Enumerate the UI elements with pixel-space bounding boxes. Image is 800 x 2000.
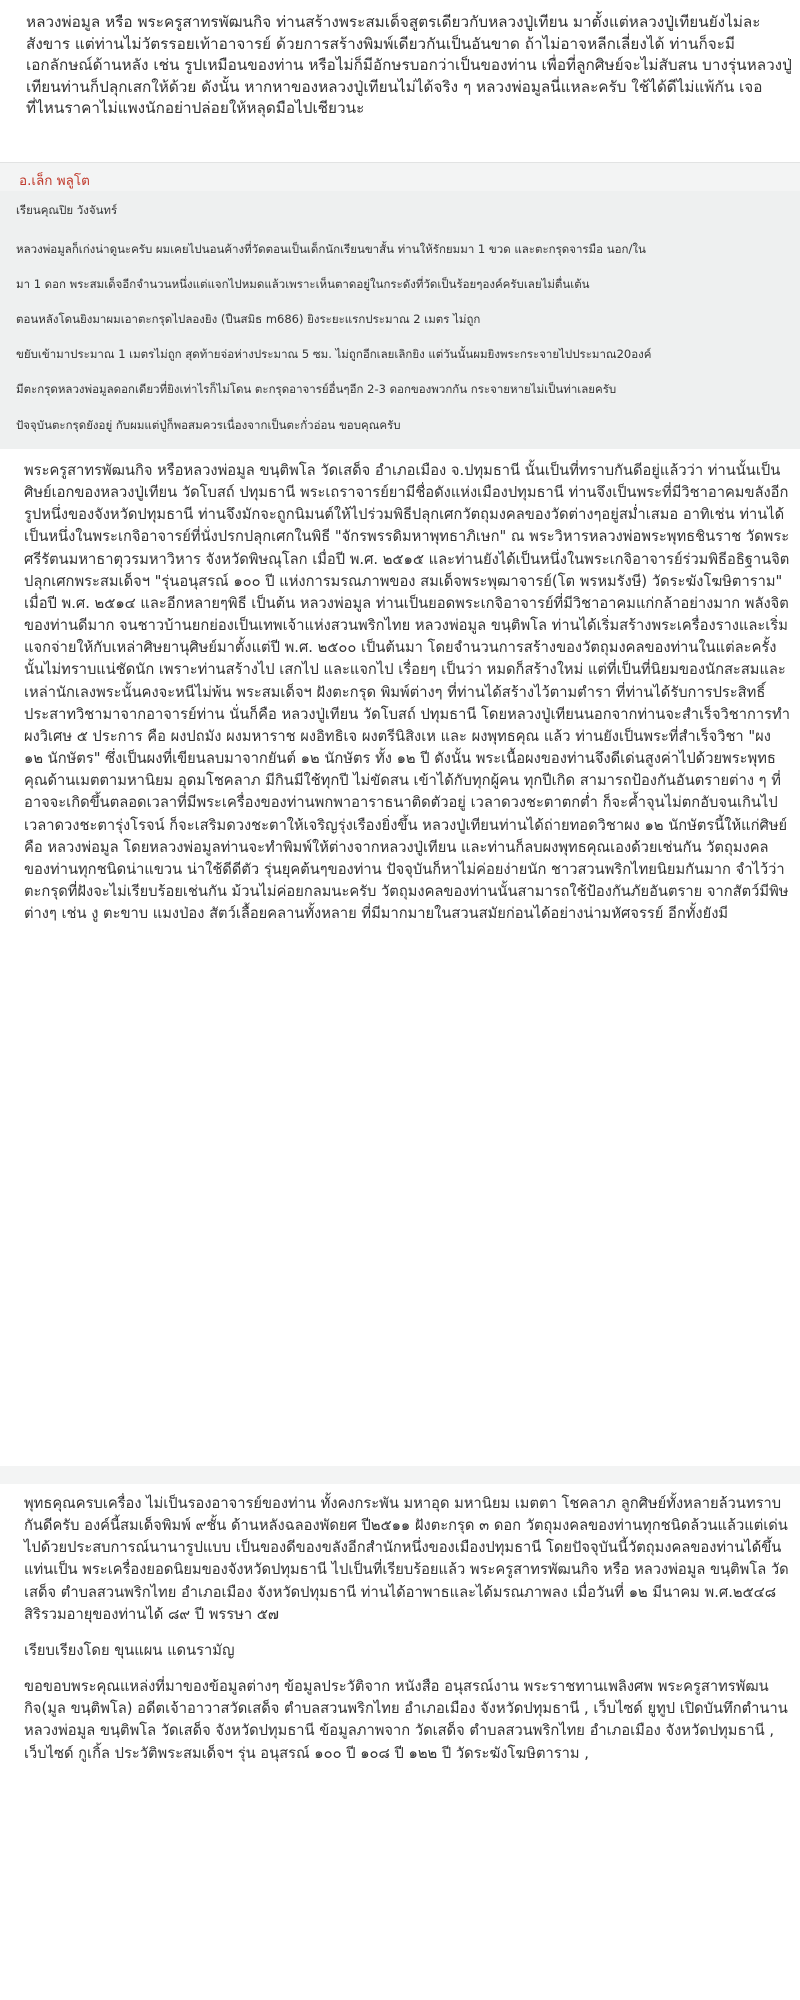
reply-line: ตอนหลังโดนยิงมาผมเอาตะกรุดไปลองยิง (ปืนสมิธ m686) ยิงระยะแรกประมาณ 2 เมตร ไม่ถูก [16, 312, 481, 326]
reply-line: มา 1 ดอก พระสมเด็จอีกจำนวนหนึ่งแต่แจกไปหมดแล้วเพราะเห็นตาดอยู่ในกระดังที่วัดเป็นร้อยๆองค์ครับเลยไม่ตื่นเต้น [16, 277, 590, 291]
references: ขอขอบพระคุณแหล่งที่มาของข้อมูลต่างๆ ข้อมูลประวัติจาก หนังสือ อนุสรณ์งาน พระราชทานเพลิงศพ พระครูสาทรพัฒนกิจ(มูล ขนฺติพโล) อดีตเจ้าอาวาสวัดเสด็จ ตำบลสวนพริกไทย อำเภอเมือง จังหวัดปทุมธานี , เว็บไซด์ ยูทูป เปิดบันทึกตำนาน หลวงพ่อมูล ขนฺติพโล วัดเสด็จ จังหวัดปทุมธานี ข้อมูลภาพจาก วัดเสด็จ ตำบลสวนพริกไทย อำเภอเมือง จังหวัดปทุมธานี , เว็บไซด์ กูเกิ้ล ประวัติพระสมเด็จฯ รุ่น อนุสรณ์ ๑๐๐ ปี ๑๐๘ ปี ๑๒๒ ปี วัดระฆังโฆษิตาราม , [24, 1678, 788, 1762]
reply-author-row [0, 162, 800, 191]
top-post [0, 0, 800, 162]
top-post-text: หลวงพ่อมูล หรือ พระครูสาทรพัฒนกิจ ท่านสร้างพระสมเด็จสูตรเดียวกับหลวงปู่เทียน มาตั้งแต่หลวงปู่เทียนยังไม่ละสังขาร แต่ท่านไม่วัตรรอยเท้าอาจารย์ ด้วยการสร้างพิมพ์เดียวกันเป็นอันขาด ถ้าไม่อาจหลีกเลี่ยงได้ ท่านก็จะมีเอกลักษณ์ด้านหลัง เช่น รูปเหมือนของท่าน หรือไม่ก็มีอักษรบอกว่าเป็นของท่าน เพื่อที่ลูกศิษย์จะไม่สับสน บางรุ่นหลวงปู่เทียนท่านก็ปลุกเสกให้ด้วย ดังนั้น หากหาของหลวงปู่เทียนไม่ได้จริง ๆ หลวงพ่อมูลนี่แหละครับ ใช้ได้ดีไม่แพ้กัน เจอที่ไหนราคาไม่แพงนักอย่าปล่อยให้หลุดมือไปเชียวนะ [26, 13, 792, 117]
reply-line: ปัจจุบันตะกรุดยังอยู่ กับผมแต่ปู่ก็พอสมควรเนื่องจากเป็นตะกั่วอ่อน ขอบคุณครับ [16, 418, 401, 432]
section-divider [0, 1466, 800, 1484]
reply-line: ขยับเข้ามาประมาณ 1 เมตรไม่ถูก สุดท้ายจ่อห่างประมาณ 5 ซม. ไม่ถูกอีกเลยเลิกยิง แต่วันนั้นผมยิงพระกระจายไปประมาณ20องค์ [16, 347, 652, 361]
reply-panel [0, 191, 800, 449]
reply-author-link[interactable]: อ.เล็ก พลูโต [19, 173, 90, 189]
compiled-by: เรียบเรียงโดย ขุนแผน แดนรามัญ [24, 1641, 235, 1659]
reply-line: เรียนคุณปิย วังจันทร์ [16, 203, 118, 217]
biography-text-part2 [24, 1493, 794, 1779]
reply-line: หลวงพ่อมูลก็เก่งน่าดูนะครับ ผมเคยไปนอนค้างที่วัดตอนเป็นเด็กนักเรียนขาสั้น ท่านให้รักยมมา 1 ขวด และตะกรุดจารมือ นอก/ใน [16, 242, 646, 256]
biography-text-part1: พระครูสาทรพัฒนกิจ หรือหลวงพ่อมูล ขนฺติพโล วัดเสด็จ อำเภอเมือง จ.ปทุมธานี นั้นเป็นที่ทราบกันดีอยู่แล้วว่า ท่านนั้นเป็นศิษย์เอกของหลวงปู่เทียน วัดโบสถ์ ปทุมธานี พระเถราจารย์ยามีชื่อดังแห่งเมืองปทุมธานี ท่านจึงเป็นพระที่มีวิชาอาคมขลังอีกรูปหนึ่งของจังหวัดปทุมธานี ท่านจึงมักจะถูกนิมนต์ให้ไปร่วมพิธีปลุกเศกวัตถุมงคลของวัดต่างๆอยู่สม่ำเสมอ อาทิเช่น ท่านได้เป็นหนึ่งในพระเกจิอาจารย์ที่นั่งปรกปลุกเศกในพิธี "จักรพรรดิมหาพุทธาภิเษก" ณ พระวิหารหลวงพ่อพระพุทธชินราช วัดพระศรีรัตนมหาธาตุวรมหาวิหาร จังหวัดพิษณุโลก เมื่อปี พ.ศ. ๒๕๑๕ และท่านยังได้เป็นหนึ่งในพระเกจิอาจารย์ร่วมพิธีอธิฐานจิตปลุกเศกพระสมเด็จฯ "รุ่นอนุสรณ์ ๑๐๐ ปี แห่งการมรณภาพของ สมเด็จพระพุฒาจารย์(โต พรหมรังษี) วัดระฆังโฆษิตาราม" เมื่อปี พ.ศ. ๒๕๑๔ และอีกหลายๆพิธี เป็นต้น หลวงพ่อมูล ท่านเป็นยอดพระเกจิอาจารย์ที่มีวิชาอาคมแก่กล้าอย่างมาก พลังจิตของท่านดีมาก จนชาวบ้านยกย่องเป็นเทพเจ้าแห่งสวนพริกไทย หลวงพ่อมูล ขนฺติพโล ท่านได้เริ่มสร้างพระเครื่องรางและเริ่มแจกจ่ายให้กับเหล่าศิษยานุศิษย์มาตั้งแต่ปี พ.ศ. ๒๕๐๐ เป็นต้นมา โดยจำนวนการสร้างของวัตถุมงคลของท่านในแต่ละครั้งนั้นไม่ทราบแน่ชัดนัก เพราะท่านสร้างไป เสกไป และแจกไป เรื่อยๆ เป็นว่า หมดก็สร้างใหม่ แต่ที่เป็นที่นิยมของนักสะสมและเหล่านักเลงพระนั้นคงจะหนีไม่พ้น พระสมเด็จฯ ฝังตะกรุด พิมพ์ต่างๆ ที่ท่านได้สร้างไว้ตามตำรา ที่ท่านได้รับการประสิทธิ์ประสาทวิชามาจากอาจารย์ท่าน นั่นก็คือ หลวงปู่เทียน วัดโบสถ์ ปทุมธานี โดยหลวงปู่เทียนนอกจากท่านจะสำเร็จวิชาการทำผงวิเศษ ๕ ประการ คือ ผงปถมัง ผงมหาราช ผงอิทธิเจ ผงตรีนิสิงเห และ ผงพุทธคุณ แล้ว ท่านยังเป็นพระที่สำเร็จวิชา "ผง ๑๒ นักษัตร" ซึ่งเป็นผงที่เขียนลบมาจากยันต์ ๑๒ นักษัตร ทั้ง ๑๒ ปี ดังนั้น พระเนื้อผงของท่านจึงดีเด่นสูงค่าไปด้วยพระพุทธคุณด้านเมตตามหานิยม อุดมโชคลาภ มีกินมีใช้ทุกปี ไม่ขัดสน เข้าได้กับทุกผู้คน ทุกปีเกิด สามารถป้องกันอันตรายต่าง ๆ ที่อาจจะเกิดขึ้นตลอดเวลาที่มีพระเครื่องของท่านพกพาอาราธนาติดตัวอยู่ เวลาดวงชะตาตกต่ำ ก็จะค้ำจุนไม่ตกอับจนเกินไป เวลาดวงชะตารุ่งโรจน์ ก็จะเสริมดวงชะตาให้เจริญรุ่งเรืองยิ่งขึ้น หลวงปู่เทียนท่านได้ถ่ายทอดวิชาผง ๑๒ นักษัตรนี้ให้แก่ศิษย์ คือ หลวงพ่อมูล โดยหลวงพ่อมูลท่านจะทำพิมพ์ให้ต่างจากหลวงปู่เทียน และท่านก็ลบผงพุทธคุณเองด้วยเช่นกัน วัตถุมงคลของท่านทุกชนิดน่าแขวน น่าใช้ดีดีตัว รุ่นยุคต้นๆของท่าน ปัจจุบันก็หาไม่ค่อยง่ายนัก ชาวสวนพริกไทยนิยมกันมาก จำไว้ว่าตะกรุดที่ฝังจะไม่เรียบร้อยเช่นกัน ม้วนไม่ค่อยกลมนะครับ วัตถุมงคลของท่านนั้นสามารถใช้ป้องกันภัยอันตราย จากสัตว์มีพิษต่างๆ เช่น งู ตะขาบ แมงป่อง สัตว์เลื้อยคลานทั้งหลาย ที่มีมากมายในสวนสมัยก่อนได้อย่างน่ามหัศจรรย์ อีกทั้งยังมี [24, 462, 790, 923]
reply-line: มีตะกรุดหลวงพ่อมูลดอกเดียวที่ยิงเท่าไรก็ไม่โดน ตะกรุดอาจารย์อื่นๆอีก 2-3 ดอกของพวกกัน กระจายหายไม่เป็นท่าเลยครับ [16, 382, 617, 396]
biography-section [0, 449, 800, 2000]
biography-closing-paragraph: พุทธคุณครบเครื่อง ไม่เป็นรองอาจารย์ของท่าน ทั้งคงกระพัน มหาอุด มหานิยม เมตตา โชคลาภ ลูกศิษย์ทั้งหลายล้วนทราบกันดีครับ องค์นี้สมเด็จพิมพ์ ๙ชั้น ด้านหลังฉลองพัดยศ ปี๒๕๑๑ ฝังตะกรุด ๓ ดอก วัตถุมงคลของท่านทุกชนิดล้วนแล้วแต่เด่นไปด้วยประสบการณ์นานารูปแบบ เป็นของดีของขลังอีกสำนักหนึ่งของเมืองปทุมธานี โดยปัจจุบันนี้วัตถุมงคลของท่านได้ขึ้นแท่นเป็น พระเครื่องยอดนิยมของจังหวัดปทุมธานี ไปเป็นที่เรียบร้อยแล้ว พระครูสาทรพัฒนกิจ หรือ หลวงพ่อมูล ขนฺติพโล วัดเสด็จ ตำบลสวนพริกไทย อำเภอเมือง จังหวัดปทุมธานี ท่านได้อาพาธและได้มรณภาพลง เมื่อวันที่ ๑๒ มีนาคม พ.ศ.๒๕๔๘ สิริรวมอายุของท่านได้ ๘๙ ปี พรรษา ๕๗ [24, 1495, 789, 1623]
